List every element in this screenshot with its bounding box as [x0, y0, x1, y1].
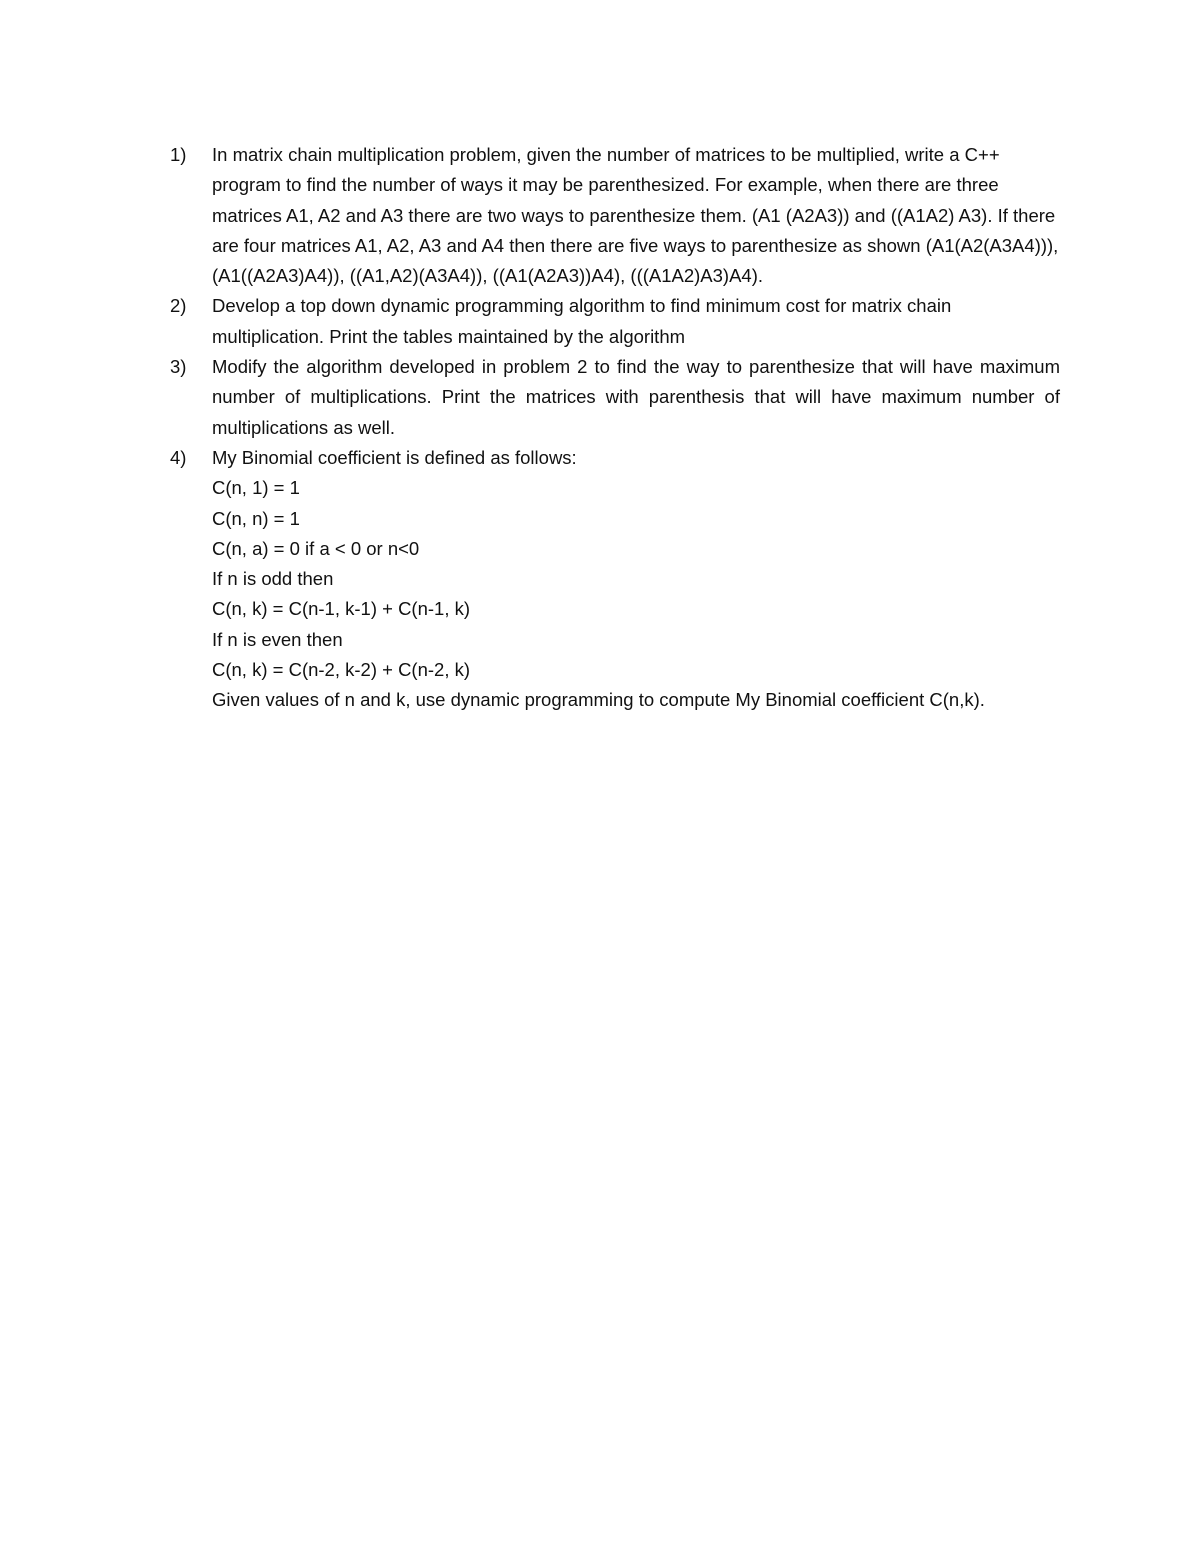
formula-line: C(n, n) = 1: [212, 507, 300, 529]
formula-line: C(n, k) = C(n-2, k-2) + C(n-2, k): [212, 659, 471, 681]
problem-2: [170, 291, 1060, 352]
problem-4-instruction: Given values of n and k, use dynamic programming to compute My Binomial coefficient C(n,k).: [212, 689, 985, 711]
formula-line: If n is odd then: [212, 568, 334, 590]
problem-1-text: In matrix chain multiplication problem, given the number of matrices to be multiplied, write a C++ program to find the number of ways it may be parenthesized. For example, when there are three matrices A1, A2 and A3 there are two ways to parenthesize them. (A1 (A2A3)) and ((A1A2) A3). If there are four matrices A1, A2, A3 and A4 then there are five ways to parenthesize as shown (A1(A2(A3A4))), (A1((A2A3)A4)), ((A1,A2)(A3A4)), ((A1(A2A3))A4), (((A1A2)A3)A4).: [212, 144, 1059, 287]
problem-3: [170, 352, 1060, 443]
problem-4-intro: My Binomial coefficient is defined as follows:: [212, 446, 577, 468]
problem-3-number: 3): [170, 356, 187, 378]
problem-2-text: Develop a top down dynamic programming algorithm to find minimum cost for matrix chain multiplication. Print the tables maintained by the algorithm: [212, 295, 952, 347]
problem-4-number: 4): [170, 446, 187, 468]
problem-1-number: 1): [170, 144, 187, 165]
problem-4: [170, 443, 1060, 716]
problem-2-number: 2): [170, 295, 187, 317]
problem-1: [170, 140, 1060, 291]
formula-line: C(n, 1) = 1: [212, 477, 300, 499]
formula-line: C(n, k) = C(n-1, k-1) + C(n-1, k): [212, 598, 471, 620]
problem-3-text: Modify the algorithm developed in problem 2 to find the way to parenthesize that will have maximum number of multiplications. Print the matrices with parenthesis that will have maximum number of multiplications as well.: [212, 356, 1060, 438]
formula-line: C(n, a) = 0 if a < 0 or n<0: [212, 537, 420, 559]
problem-list: [170, 140, 1060, 716]
formula-line: If n is even then: [212, 628, 343, 650]
